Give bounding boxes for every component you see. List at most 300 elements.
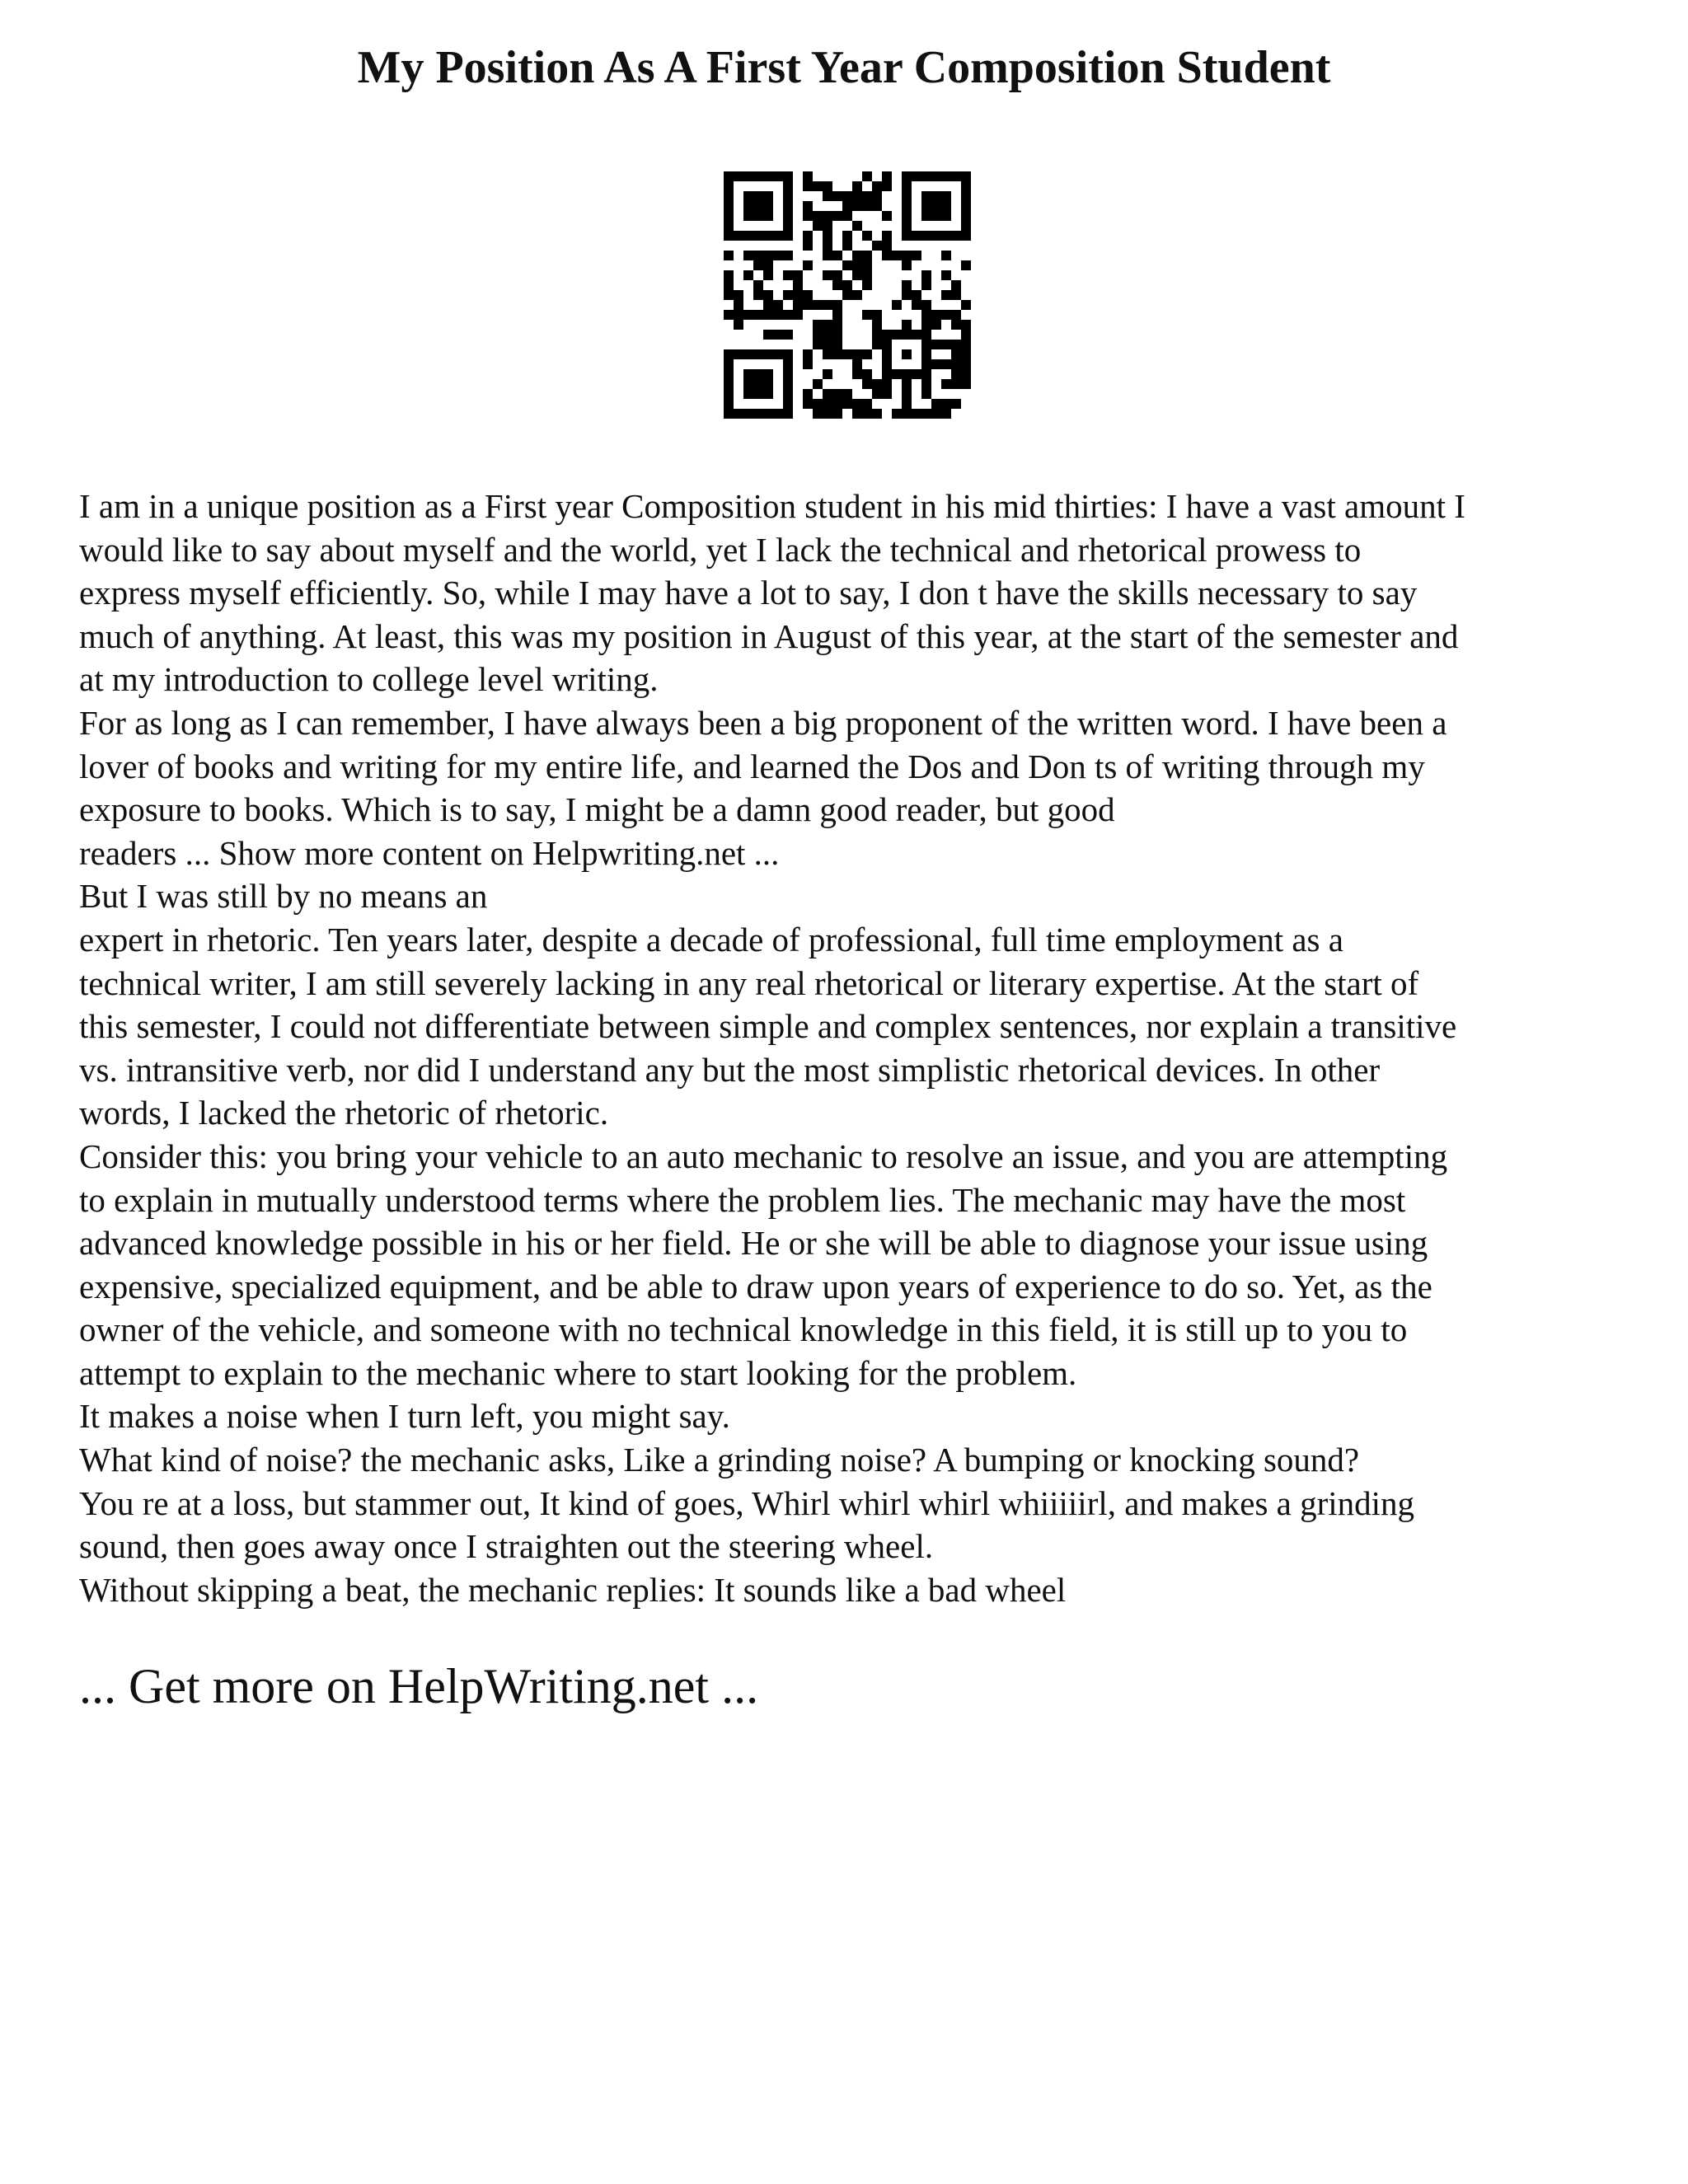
qr-module: [902, 211, 912, 221]
qr-module: [921, 231, 931, 241]
qr-module: [912, 330, 921, 340]
qr-module: [872, 330, 882, 340]
text-line: But I was still by no means an: [79, 877, 488, 916]
text-line: express myself efficiently. So, while I may have a lot to say, I don t have the skills necessary to say: [79, 574, 1418, 612]
text-line: vs. intransitive verb, nor did I understand any but the most simplistic rhetorical devices. In other: [79, 1050, 1381, 1089]
qr-module: [823, 320, 832, 330]
qr-module: [842, 201, 852, 211]
page-title: My Position As A First Year Composition Student: [357, 42, 1331, 93]
qr-module: [832, 280, 842, 290]
qr-module: [823, 241, 832, 251]
qr-module: [902, 201, 912, 211]
qr-module: [902, 320, 912, 330]
qr-module: [921, 389, 931, 399]
qr-module: [862, 369, 872, 379]
qr-module: [902, 171, 912, 181]
qr-module: [902, 231, 912, 241]
qr-module: [902, 280, 912, 290]
qr-module: [753, 211, 763, 221]
qr-module: [852, 191, 862, 201]
qr-module: [862, 379, 872, 389]
qr-module: [882, 330, 892, 340]
qr-module: [724, 290, 734, 300]
qr-module: [823, 330, 832, 340]
qr-module: [852, 359, 862, 369]
qr-module: [852, 201, 862, 211]
text-line: You re at a loss, but stammer out, It kind of goes, Whirl whirl whirl whiiiiirl, and makes a grinding: [79, 1483, 1415, 1522]
qr-module: [753, 369, 763, 379]
qr-module: [743, 270, 753, 280]
qr-module: [734, 231, 743, 241]
qr-module: [941, 409, 951, 419]
qr-module: [961, 231, 971, 241]
qr-module: [813, 181, 823, 191]
qr-module: [902, 349, 912, 359]
qr-module: [743, 251, 753, 260]
qr-module: [753, 379, 763, 389]
qr-module: [931, 231, 941, 241]
qr-module: [951, 280, 961, 290]
qr-module: [832, 211, 842, 221]
qr-module: [931, 320, 941, 330]
qr-module: [961, 300, 971, 310]
qr-module: [763, 231, 773, 241]
qr-module: [803, 201, 813, 211]
qr-module: [882, 171, 892, 181]
qr-module: [961, 340, 971, 349]
qr-module: [862, 251, 872, 260]
qr-module: [724, 251, 734, 260]
qr-module: [941, 201, 951, 211]
qr-module: [902, 181, 912, 191]
qr-module: [902, 251, 912, 260]
qr-module: [872, 310, 882, 320]
qr-module: [823, 191, 832, 201]
qr-module: [734, 409, 743, 419]
qr-module: [961, 359, 971, 369]
text-line: words, I lacked the rhetoric of rhetoric.: [79, 1094, 609, 1132]
qr-module: [823, 251, 832, 260]
qr-module: [813, 320, 823, 330]
qr-module: [862, 270, 872, 280]
qr-module: [724, 399, 734, 409]
qr-module: [793, 270, 803, 280]
qr-module: [842, 260, 852, 270]
qr-module: [734, 310, 743, 320]
qr-module: [882, 340, 892, 349]
qr-module: [832, 191, 842, 201]
qr-module: [823, 211, 832, 221]
qr-module: [803, 290, 813, 300]
qr-module: [842, 191, 852, 201]
qr-module: [823, 369, 832, 379]
qr-module: [842, 231, 852, 241]
qr-module: [872, 340, 882, 349]
qr-module: [783, 251, 793, 260]
qr-module: [961, 191, 971, 201]
qr-module: [753, 231, 763, 241]
qr-module: [951, 290, 961, 300]
qr-module: [803, 359, 813, 369]
qr-module: [961, 330, 971, 340]
qr-module: [882, 369, 892, 379]
qr-module: [832, 251, 842, 260]
qr-module: [961, 211, 971, 221]
qr-module: [813, 409, 823, 419]
qr-module: [743, 389, 753, 399]
qr-module: [783, 349, 793, 359]
qr-module: [882, 231, 892, 241]
qr-module: [763, 330, 773, 340]
qr-module: [823, 349, 832, 359]
qr-module: [902, 221, 912, 231]
qr-module: [862, 171, 872, 181]
qr-module: [753, 349, 763, 359]
qr-module: [763, 300, 773, 310]
qr-module: [823, 300, 832, 310]
qr-module: [931, 171, 941, 181]
qr-module: [842, 349, 852, 359]
qr-module: [753, 201, 763, 211]
qr-module: [823, 389, 832, 399]
qr-module: [912, 290, 921, 300]
qr-module: [832, 409, 842, 419]
qr-module: [941, 359, 951, 369]
qr-module: [872, 241, 882, 251]
text-line: attempt to explain to the mechanic where to start looking for the problem.: [79, 1353, 1077, 1392]
qr-module: [743, 171, 753, 181]
qr-module: [773, 310, 783, 320]
qr-module: [813, 300, 823, 310]
qr-module: [803, 241, 813, 251]
qr-module: [773, 171, 783, 181]
qr-module: [902, 330, 912, 340]
qr-module: [724, 181, 734, 191]
qr-module: [753, 191, 763, 201]
qr-module: [832, 349, 842, 359]
qr-module: [823, 231, 832, 241]
qr-module: [941, 340, 951, 349]
qr-module: [763, 251, 773, 260]
qr-module: [783, 389, 793, 399]
qr-module: [862, 191, 872, 201]
qr-module: [961, 171, 971, 181]
qr-module: [743, 231, 753, 241]
qr-module: [951, 171, 961, 181]
qr-module: [743, 369, 753, 379]
text-line: advanced knowledge possible in his or her field. He or she will be able to diagnose your issue using: [79, 1224, 1428, 1263]
qr-module: [724, 280, 734, 290]
qr-module: [941, 251, 951, 260]
qr-module: [763, 290, 773, 300]
text-line: For as long as I can remember, I have always been a big proponent of the written word. I have been a: [79, 703, 1447, 742]
qr-module: [813, 330, 823, 340]
qr-module: [862, 349, 872, 359]
qr-module: [763, 201, 773, 211]
qr-module: [793, 290, 803, 300]
qr-module: [803, 389, 813, 399]
qr-module: [753, 310, 763, 320]
qr-module: [753, 280, 763, 290]
qr-module: [951, 399, 961, 409]
qr-module: [813, 211, 823, 221]
qr-module: [921, 409, 931, 419]
qr-module: [823, 340, 832, 349]
qr-module: [793, 310, 803, 320]
qr-module: [832, 300, 842, 310]
qr-module: [773, 409, 783, 419]
qr-module: [753, 409, 763, 419]
qr-module: [941, 290, 951, 300]
qr-module: [724, 379, 734, 389]
qr-module: [763, 191, 773, 201]
qr-module: [724, 310, 734, 320]
qr-module: [793, 280, 803, 290]
qr-module: [852, 399, 862, 409]
text-line: Consider this: you bring your vehicle to an auto mechanic to resolve an issue, and you are attempting: [79, 1137, 1448, 1175]
qr-module: [783, 369, 793, 379]
qr-module: [823, 399, 832, 409]
qr-module: [734, 290, 743, 300]
qr-module: [882, 241, 892, 251]
qr-module: [813, 221, 823, 231]
qr-module: [783, 290, 793, 300]
qr-module: [872, 181, 882, 191]
qr-module: [734, 349, 743, 359]
qr-module: [862, 310, 872, 320]
qr-module: [783, 191, 793, 201]
qr-module: [921, 320, 931, 330]
qr-module: [763, 260, 773, 270]
qr-module: [921, 359, 931, 369]
qr-module: [734, 171, 743, 181]
text-line: expert in rhetoric. Ten years later, despite a decade of professional, full time employment as a: [79, 920, 1343, 958]
qr-module: [783, 399, 793, 409]
show-more-link[interactable]: readers ... Show more content on Helpwriting.net ...: [79, 833, 780, 872]
text-line: Without skipping a beat, the mechanic replies: It sounds like a bad wheel: [79, 1570, 1067, 1609]
qr-module: [783, 270, 793, 280]
qr-module: [902, 260, 912, 270]
qr-module: [773, 330, 783, 340]
qr-module: [961, 201, 971, 211]
qr-module: [783, 201, 793, 211]
qr-module: [872, 379, 882, 389]
qr-module: [921, 280, 931, 290]
qr-module: [852, 260, 862, 270]
text-line: to explain in mutually understood terms where the problem lies. The mechanic may have the most: [79, 1180, 1406, 1219]
text-line: exposure to books. Which is to say, I might be a damn good reader, but good: [79, 790, 1115, 829]
qr-module: [852, 409, 862, 419]
qr-module: [773, 349, 783, 359]
qr-module: [783, 171, 793, 181]
qr-module: [773, 300, 783, 310]
qr-module: [753, 251, 763, 260]
qr-module: [941, 399, 951, 409]
qr-module: [882, 349, 892, 359]
qr-module: [734, 300, 743, 310]
qr-module: [832, 310, 842, 320]
qr-module: [813, 340, 823, 349]
qr-module: [872, 320, 882, 330]
qr-module: [921, 201, 931, 211]
qr-module: [743, 201, 753, 211]
qr-module: [912, 409, 921, 419]
qr-module: [842, 280, 852, 290]
qr-module: [852, 221, 862, 231]
qr-module: [951, 231, 961, 241]
qr-module: [921, 369, 931, 379]
text-line: What kind of noise? the mechanic asks, Like a grinding noise? A bumping or knocking sound?: [79, 1441, 1360, 1479]
qr-module: [753, 290, 763, 300]
qr-module: [852, 349, 862, 359]
qr-module: [803, 171, 813, 181]
qr-module: [941, 231, 951, 241]
qr-module: [734, 320, 743, 330]
qr-module: [832, 389, 842, 399]
qr-module: [823, 221, 832, 231]
qr-module: [724, 201, 734, 211]
qr-module: [961, 181, 971, 191]
text-line: It makes a noise when I turn left, you might say.: [79, 1397, 730, 1436]
qr-module: [803, 181, 813, 191]
qr-module: [882, 181, 892, 191]
qr-module: [862, 399, 872, 409]
qr-module: [931, 359, 941, 369]
qr-module: [842, 211, 852, 221]
qr-module: [921, 300, 931, 310]
qr-module: [921, 211, 931, 221]
qr-module: [902, 191, 912, 201]
qr-module: [882, 359, 892, 369]
qr-module: [951, 320, 961, 330]
qr-module: [951, 310, 961, 320]
qr-module: [813, 399, 823, 409]
qr-module: [832, 330, 842, 340]
qr-module: [852, 251, 862, 260]
qr-module: [753, 260, 763, 270]
qr-module: [803, 399, 813, 409]
qr-module: [763, 379, 773, 389]
qr-module: [862, 201, 872, 211]
qr-module: [882, 251, 892, 260]
qr-module: [832, 320, 842, 330]
qr-module: [823, 181, 832, 191]
qr-module: [773, 231, 783, 241]
qr-module: [842, 389, 852, 399]
qr-module: [823, 409, 832, 419]
qr-module: [753, 389, 763, 399]
qr-module: [892, 300, 902, 310]
text-line: this semester, I could not differentiate between simple and complex sentences, nor explain a transitive: [79, 1007, 1457, 1046]
qr-module: [951, 359, 961, 369]
qr-module: [852, 181, 862, 191]
qr-module: [921, 270, 931, 280]
qr-module: [931, 211, 941, 221]
qr-module: [862, 231, 872, 241]
qr-module: [852, 290, 862, 300]
qr-module: [724, 171, 734, 181]
text-line: expensive, specialized equipment, and be able to draw upon years of experience to do so. Yet, as the: [79, 1267, 1432, 1305]
qr-module: [743, 211, 753, 221]
qr-module: [872, 191, 882, 201]
qr-module: [921, 349, 931, 359]
text-line: sound, then goes away once I straighten out the steering wheel.: [79, 1527, 934, 1566]
qr-module: [951, 369, 961, 379]
qr-module: [763, 389, 773, 399]
qr-module: [743, 409, 753, 419]
qr-module: [763, 171, 773, 181]
qr-module: [773, 251, 783, 260]
qr-module: [961, 369, 971, 379]
qr-module: [724, 221, 734, 231]
qr-module: [921, 330, 931, 340]
qr-module: [892, 369, 902, 379]
body-text: [79, 485, 1629, 1611]
qr-module: [931, 399, 941, 409]
qr-module: [961, 221, 971, 231]
qr-module: [743, 379, 753, 389]
qr-module: [803, 260, 813, 270]
qr-module: [842, 241, 852, 251]
qr-module: [763, 369, 773, 379]
qr-module: [912, 231, 921, 241]
qr-module: [931, 409, 941, 419]
qr-module: [743, 349, 753, 359]
qr-module: [961, 379, 971, 389]
qr-module: [763, 211, 773, 221]
qr-module: [902, 399, 912, 409]
qr-module: [803, 349, 813, 359]
qr-module: [753, 171, 763, 181]
text-line: at my introduction to college level writing.: [79, 660, 659, 699]
qr-module: [902, 290, 912, 300]
qr-module: [902, 379, 912, 389]
qr-module: [783, 379, 793, 389]
qr-module: [724, 191, 734, 201]
qr-module: [931, 201, 941, 211]
qr-module: [912, 171, 921, 181]
text-line: technical writer, I am still severely lacking in any real rhetorical or literary expertise. At the start of: [79, 963, 1419, 1002]
qr-module: [763, 270, 773, 280]
qr-module: [941, 171, 951, 181]
qr-module: [852, 369, 862, 379]
qr-module: [842, 399, 852, 409]
qr-module: [902, 409, 912, 419]
qr-module: [783, 359, 793, 369]
qr-module: [931, 340, 941, 349]
qr-module: [724, 359, 734, 369]
qr-module: [803, 231, 813, 241]
qr-module: [783, 330, 793, 340]
text-line: would like to say about myself and the world, yet I lack the technical and rhetorical prowess to: [79, 530, 1362, 569]
qr-module: [941, 379, 951, 389]
qr-module: [872, 201, 882, 211]
qr-module: [941, 191, 951, 201]
qr-module: [892, 251, 902, 260]
qr-module: [862, 409, 872, 419]
qr-module: [743, 310, 753, 320]
qr-module: [951, 340, 961, 349]
qr-module: [941, 211, 951, 221]
qr-module: [783, 310, 793, 320]
qr-module: [763, 349, 773, 359]
text-line: lover of books and writing for my entire life, and learned the Dos and Don ts of writing through my: [79, 747, 1425, 785]
qr-module: [783, 221, 793, 231]
qr-module: [724, 389, 734, 399]
qr-module: [724, 409, 734, 419]
qr-module: [961, 349, 971, 359]
get-more-link[interactable]: ... Get more on HelpWriting.net ...: [79, 1659, 759, 1713]
